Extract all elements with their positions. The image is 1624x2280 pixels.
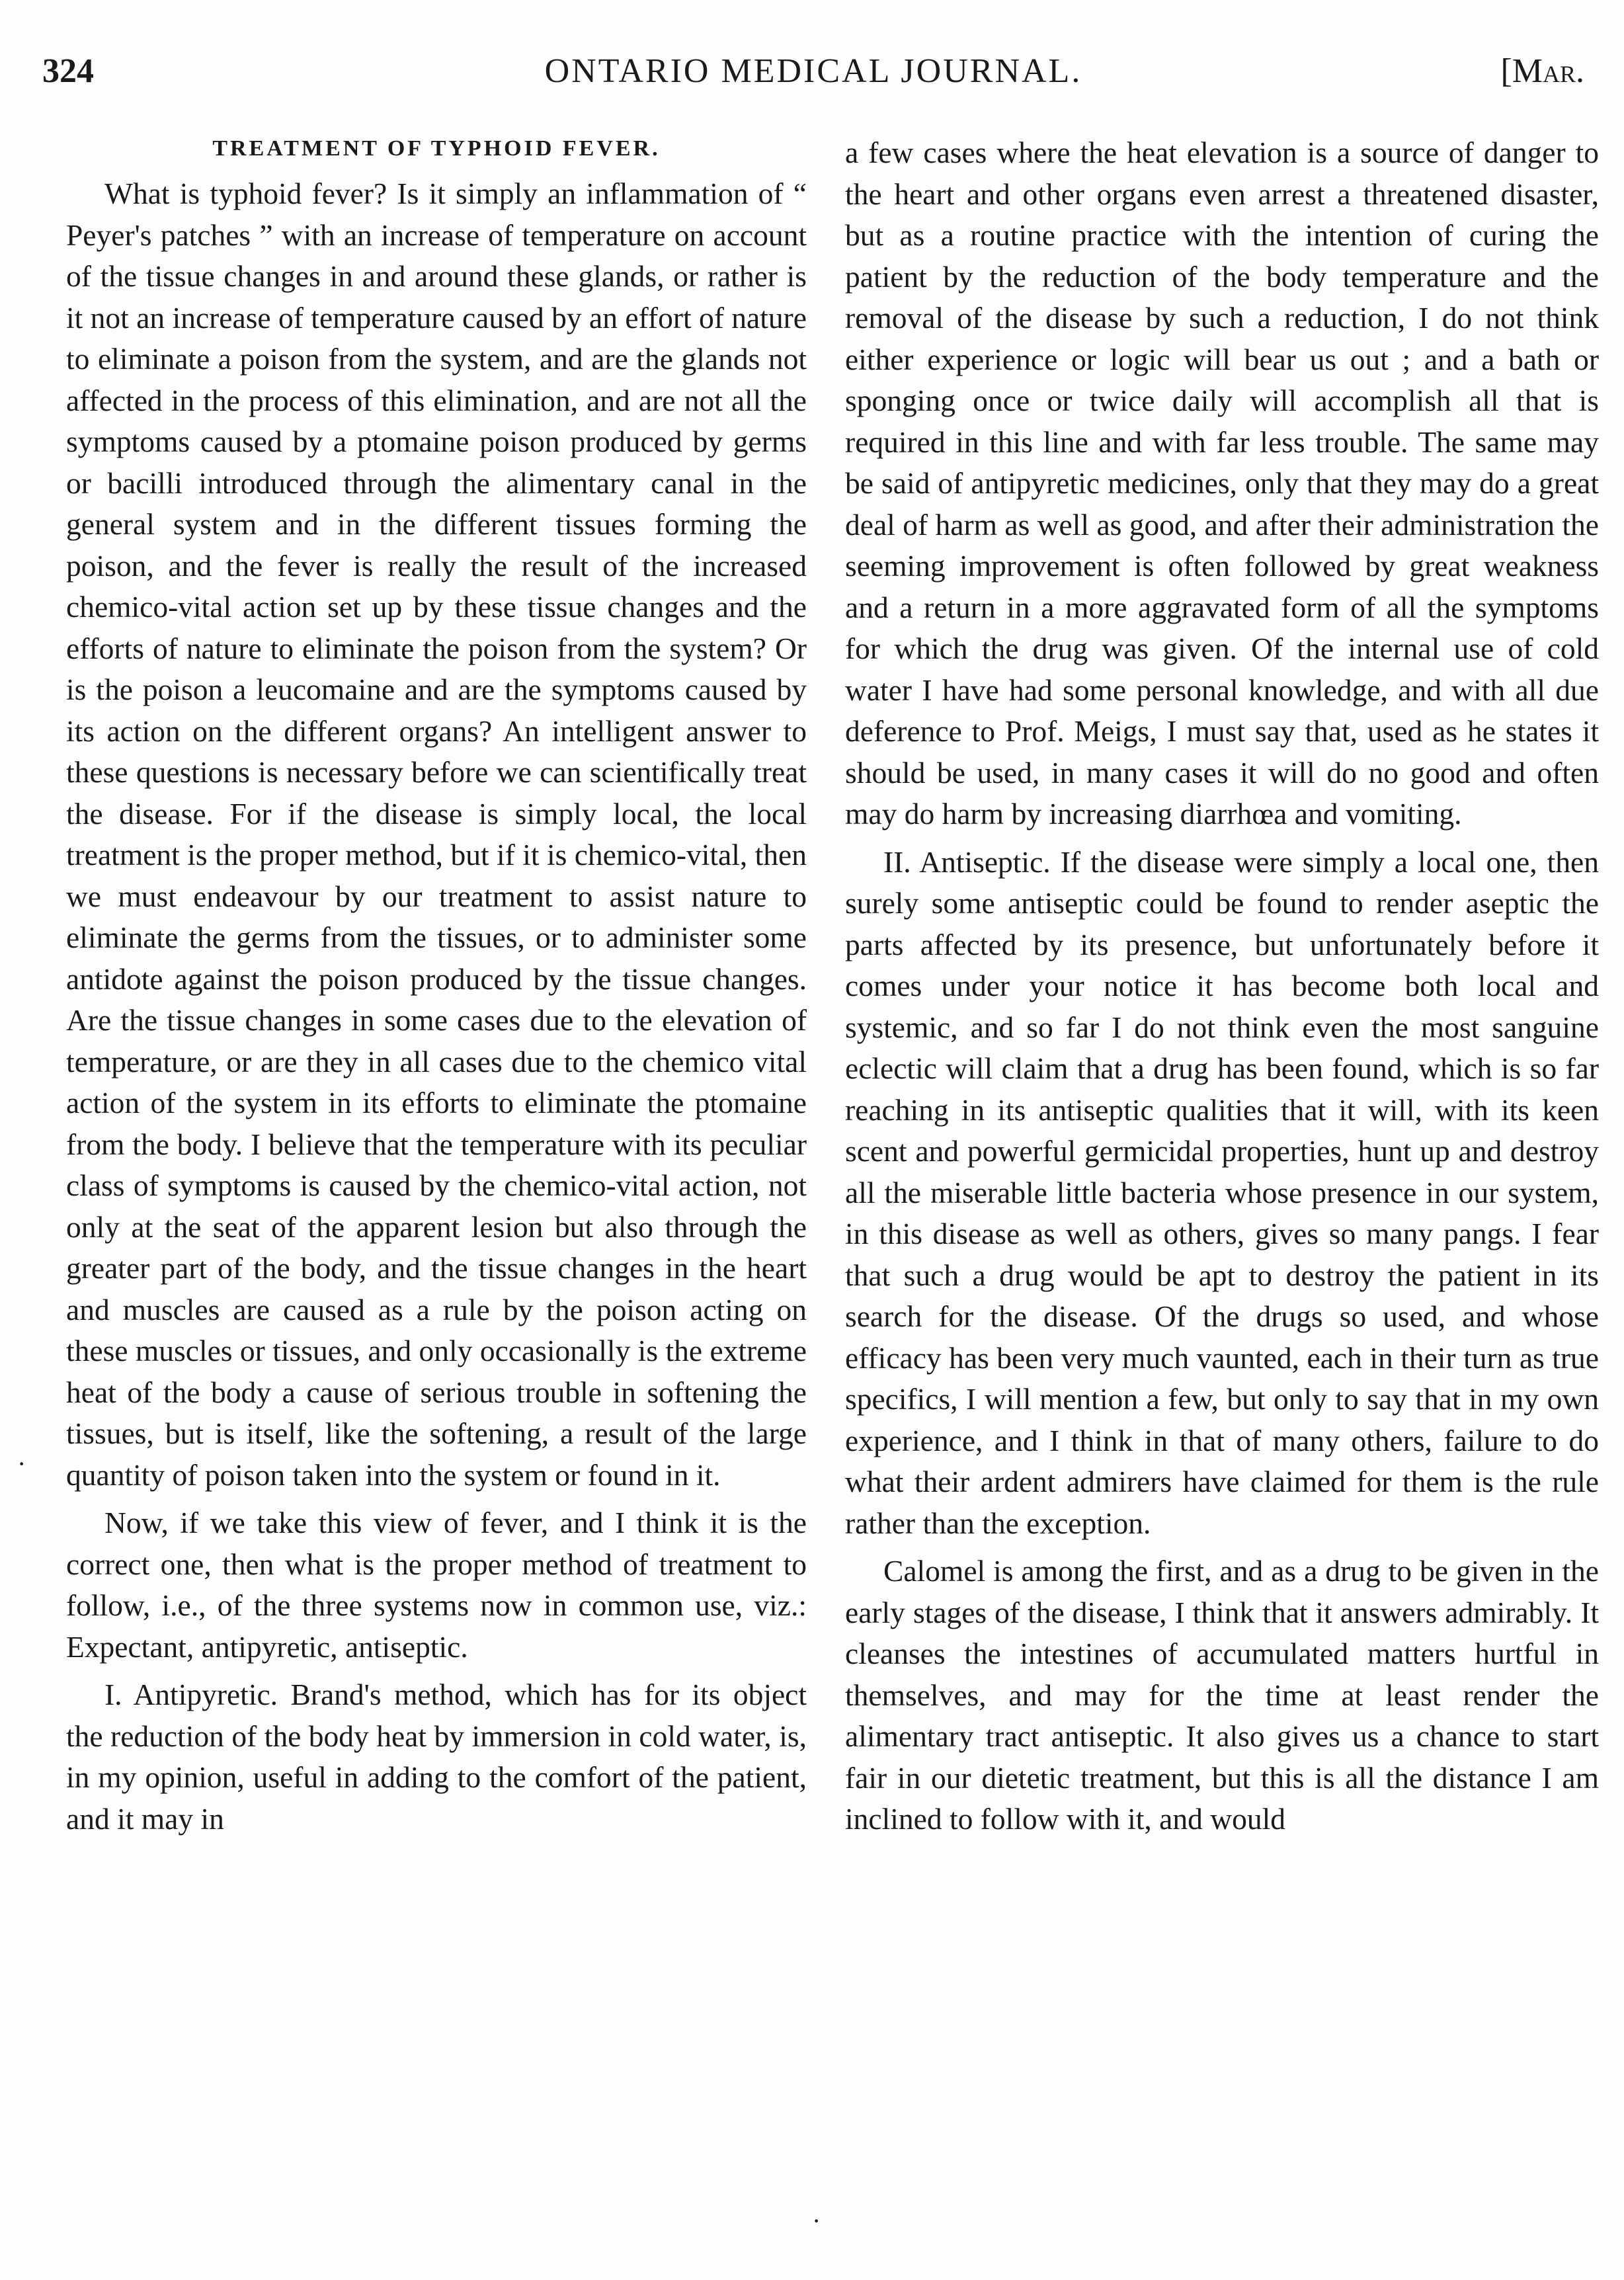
right-column: [845, 132, 1599, 1847]
left-column: [66, 132, 807, 1846]
paragraph: a few cases where the heat elevation is a source of danger to the heart and other organs even arrest a threatened disaster, but as a routine practice with the intention of curing the patient by the reduction of the body temperature and the removal of the disease by such a reduction, I do not think either experience or logic will bear us out ; and a bath or sponging once or twice daily will accomplish all that is required in this line and with far less trouble. The same may be said of antipyretic medicines, only that they may do a great deal of harm as well as good, and after their administration the seeming improvement is often followed by great weakness and a return in a more aggravated form of all the symptoms for which the drug was given. Of the internal use of cold water I have had some personal knowledge, and with all due deference to Prof. Meigs, I must say that, used as he states it should be used, in many cases it will do no good and often may do harm by increasing diarrhœa and vomiting.: [845, 136, 1599, 831]
margin-mark: ·: [17, 1449, 26, 1479]
paragraph: Now, if we take this view of fever, and I think it is the correct one, then what is the proper method of treatment to follow, i.e., of the three systems now in common use, viz.: Expectant, antipyretic, antiseptic.: [66, 1506, 807, 1664]
issue-month: [Mar.: [1500, 52, 1584, 90]
paragraph: I. Antipyretic. Brand's method, which has for its object the reduction of the body heat by immersion in cold water, is, in my opinion, useful in adding to the comfort of the patient, and it may in: [66, 1678, 807, 1836]
footer-mark: ·: [812, 2206, 821, 2236]
paragraph: II. Antiseptic. If the disease were simply a local one, then surely some antiseptic could be found to render aseptic the parts affected by its presence, but unfortunately before it comes under your notice it has become both local and systemic, and so far I do not think even the most sanguine eclectic will claim that a drug has been found, which is so far reaching in its antiseptic qualities that it will, with its keen scent and powerful germicidal properties, hunt up and destroy all the miserable little bacteria whose presence in our system, in this disease as well as others, gives so many pangs. I fear that such a drug would be apt to destroy the patient in its search for the disease. Of the drugs so used, and whose efficacy has been very much vaunted, each in their turn as true specifics, I will mention a few, but only to say that in my own experience, and I think in that of many others, failure to do what their ardent admirers have claimed for them is the rule rather than the exception.: [845, 844, 1599, 1540]
paragraph: Calomel is among the first, and as a drug to be given in the early stages of the disease, I think that it answers admirably. It cleanses the intestines of accumulated matters hurtful in themselves, and may for the time at least render the alimentary tract antiseptic. It also gives us a chance to start fair in our dietetic treatment, but this is all the distance I am inclined to follow with it, and would: [845, 1554, 1599, 1836]
page-header: [42, 52, 1584, 124]
paragraph: What is typhoid fever? Is it simply an inflammation of “ Peyer's patches ” with an increase of temperature on account of the tissue changes in and around these glands, or rather is it not an increase of temperature caused by an effort of nature to eliminate a poison from the system, and are the glands not affected in the process of this elimination, and are not all the symptoms caused by a ptomaine poison produced by germs or bacilli introduced through the alimentary canal in the general system and in the different tissues forming the poison, and the fever is really the result of the increased chemico-vital action set up by these tissue changes and the efforts of nature to eliminate the poison from the system? Or is the poison a leucomaine and are the symptoms caused by its action on the different organs? An intelligent answer to these questions is necessary before we can scientifically treat the disease. For if the disease is simply local, the local treatment is the proper method, but if it is chemico-vital, then we must endeavour by our treatment to assist nature to eliminate the germs from the tissues, or to administer some antidote against the poison produced by the tissue changes. Are the tissue changes in some cases due to the elevation of temperature, or are they in all cases due to the chemico vital action of the system in its efforts to eliminate the ptomaine from the body. I believe that the temperature with its peculiar class of symptoms is caused by the chemico-vital action, not only at the seat of the apparent lesion but also through the greater part of the body, and the tissue changes in the heart and muscles are caused as a rule by the poison acting on these muscles or tissues, and only occasionally is the extreme heat of the body a cause of serious trouble in softening the tissues, but is itself, like the softening, a result of the large quantity of poison taken into the system or found in it.: [66, 177, 807, 1492]
article-heading: TREATMENT OF TYPHOID FEVER.: [212, 136, 661, 161]
journal-title: ONTARIO MEDICAL JOURNAL.: [544, 52, 1082, 90]
page-number: 324: [42, 52, 94, 90]
